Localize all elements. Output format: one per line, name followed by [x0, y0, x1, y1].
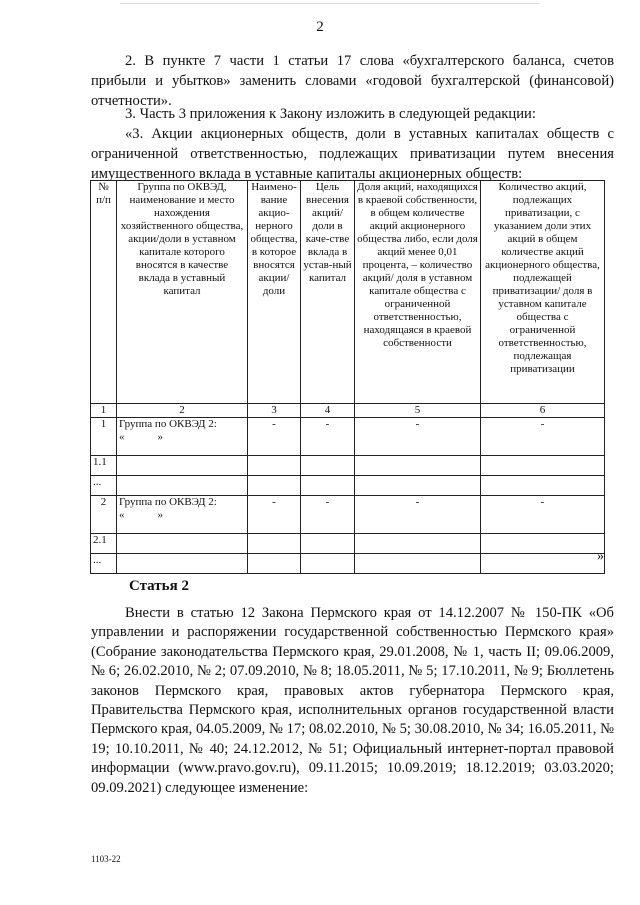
okved-group-name: Группа по ОКВЭД 2: « » [117, 496, 248, 534]
empty-cell [355, 456, 481, 476]
empty-cell [248, 534, 301, 554]
column-number: 1 [91, 404, 117, 418]
header-cell: № п/п [91, 181, 117, 404]
article-heading: Статья 2 [129, 578, 189, 594]
empty-cell [301, 476, 355, 496]
empty-cell [301, 534, 355, 554]
table-row [91, 534, 605, 554]
dash-cell: - [481, 496, 605, 534]
document-code: 1103-22 [91, 854, 121, 864]
table-header-row [91, 181, 605, 404]
empty-cell [117, 456, 248, 476]
header-cell: Группа по ОКВЭД, наименование и место нахождения хозяйственного общества, акции/доли в уставном капитале которого вносятся в качестве вклада в уставный капитал [117, 181, 248, 404]
empty-cell [248, 554, 301, 574]
paragraph-item-3: 3. Часть 3 приложения к Закону изложить в следующей редакции: [125, 106, 536, 122]
dash-cell: - [248, 418, 301, 456]
empty-cell [355, 554, 481, 574]
row-number: 2 [91, 496, 117, 534]
column-number-row [91, 404, 605, 418]
row-number: 1 [91, 418, 117, 456]
article-2-text: Внести в статью 12 Закона Пермского края от 14.12.2007 № 150-ПК «Об управлении и распоряжении государственной собственностью Пермского края» (Собрание законодательства Пермского края, 29.01.2008, № 1, часть II; 09.06.2009, № 6; 26.02.2010, № 2; 07.09.2010, № 8; 18.05.2011, № 5; 17.10.2011, № 9; Бюллетень законов Пермского края, правовых актов губернатора Пермского края, Правительства Пермского края, исполнительных органов государственной власти Пермского края, 04.05.2009, № 17; 08.02.2010, № 5; 30.08.2010, № 34; 16.05.2011, № 19; 10.10.2011, № 40; 24.12.2012, № 51; Официальный интернет-портал правовой информации (www.pravo.gov.ru), 09.11.2015; 10.09.2019; 18.12.2019; 03.03.2020; 09.09.2021) следующее изменение: [91, 605, 614, 796]
empty-cell [355, 476, 481, 496]
table-row [91, 476, 605, 496]
column-number: 2 [117, 404, 248, 418]
dash-cell: - [301, 496, 355, 534]
empty-cell [117, 534, 248, 554]
table-row [91, 456, 605, 476]
okved-shares-table [90, 180, 605, 574]
empty-cell [481, 456, 605, 476]
empty-cell [355, 534, 481, 554]
empty-cell [481, 534, 605, 554]
paragraph-part-3-text: «3. Акции акционерных обществ, доли в уставных капиталах обществ с ограниченной ответственностью, подлежащих приватизации путем внесения имущественного вклада в уставные капиталы акционерных обществ: [91, 126, 614, 182]
paragraph-item-2: 2. В пункте 7 части 1 статьи 17 слова «бухгалтерского баланса, счетов прибыли и убытков» заменить словами «годовой бухгалтерской (финансовой) отчетности». [91, 53, 614, 109]
column-number: 3 [248, 404, 301, 418]
empty-cell [301, 554, 355, 574]
dash-cell: - [301, 418, 355, 456]
column-number: 6 [481, 404, 605, 418]
header-cell: Цель внесения акций/ доли в каче-стве вклада в устав-ный капитал [301, 181, 355, 404]
row-number: 1.1 [91, 456, 117, 476]
empty-cell [301, 456, 355, 476]
closing-quote: » [597, 549, 604, 564]
header-cell: Количество акций, подлежащих приватизации, с указанием доли этих акций в общем количестве акций акционерного общества, подлежащей приватизации/ доля в уставном капитале общества с ограниченной ответственностью, подлежащая приватизации [481, 181, 605, 404]
empty-cell [117, 476, 248, 496]
empty-cell [248, 476, 301, 496]
empty-cell [481, 554, 605, 574]
header-cell: Доля акций, находящихся в краевой собственности, в общем количестве акций акционерного общества либо, если доля акций менее 0,01 процента, – количество акций/ доля в уставном капитале общества с ограниченной ответственностью, находящаяся в краевой собственности [355, 181, 481, 404]
empty-cell [248, 456, 301, 476]
table-row [91, 496, 605, 534]
scan-edge-line [120, 3, 540, 4]
column-number: 4 [301, 404, 355, 418]
dash-cell: - [248, 496, 301, 534]
okved-group-name: Группа по ОКВЭД 2: « » [117, 418, 248, 456]
empty-cell [481, 476, 605, 496]
dash-cell: - [355, 418, 481, 456]
column-number: 5 [355, 404, 481, 418]
row-number: 2.1 [91, 534, 117, 554]
dash-cell: - [481, 418, 605, 456]
dash-cell: - [355, 496, 481, 534]
table-row [91, 418, 605, 456]
empty-cell [117, 554, 248, 574]
row-number: ... [91, 476, 117, 496]
header-cell: Наимено-вание акцио-нерного общества, в которое вносятся акции/ доли [248, 181, 301, 404]
table-row [91, 554, 605, 574]
row-number: ... [91, 554, 117, 574]
page-number: 2 [316, 19, 324, 35]
